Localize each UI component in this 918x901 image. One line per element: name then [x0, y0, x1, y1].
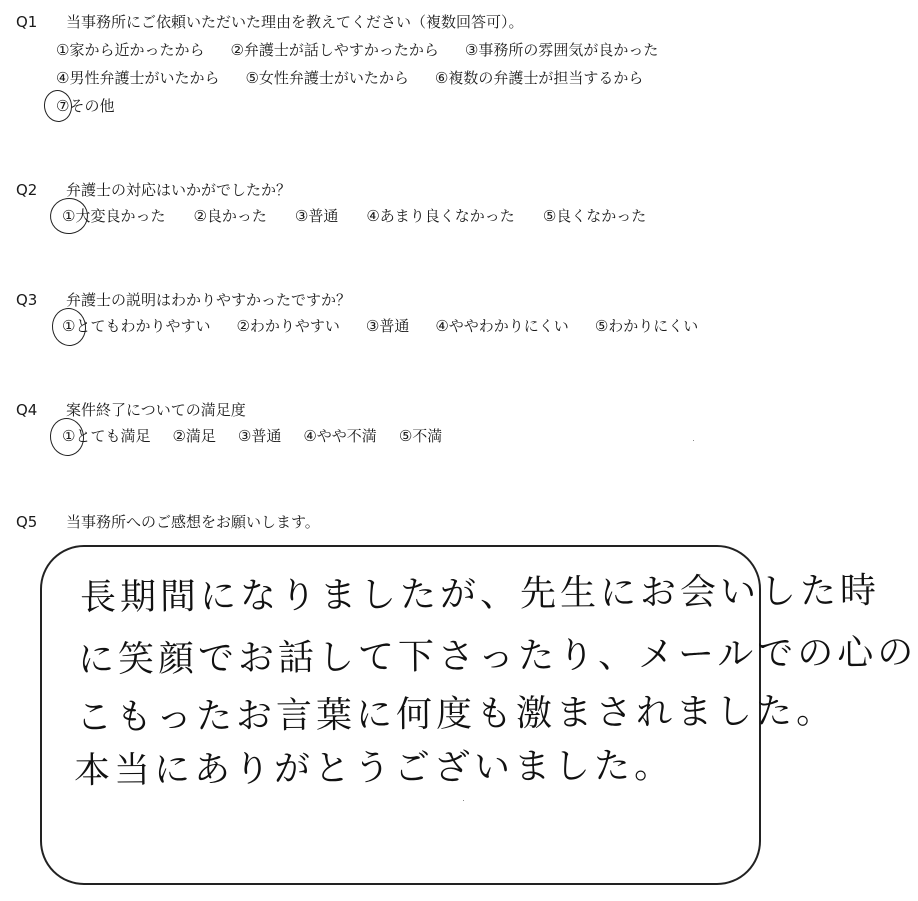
option-selected[interactable]: ①とてもわかりやすい	[62, 317, 211, 335]
handwritten-answer-line-3: こもったお言葉に何度も激まされました。	[75, 690, 837, 739]
option[interactable]: ③事務所の雰囲気が良かった	[464, 41, 659, 59]
question-number: Q5	[16, 513, 38, 531]
option[interactable]: ⑤不満	[398, 427, 443, 445]
option[interactable]: ②わかりやすい	[236, 317, 340, 335]
option[interactable]: ⑥複数の弁護士が担当するから	[434, 69, 644, 87]
q1-options-row-1	[56, 40, 678, 60]
option-selected[interactable]: ①大変良かった	[62, 207, 166, 225]
selection-circle-icon	[42, 88, 74, 124]
option[interactable]: ②弁護士が話しやすかったから	[230, 41, 439, 59]
option[interactable]: ③普通	[237, 427, 282, 445]
question-text: 当事務所へのご感想をお願いします。	[66, 513, 320, 531]
handwritten-answer-line-2: に笑顔でお話して下さったり、メールでの心の	[77, 632, 918, 681]
scan-speck	[693, 440, 694, 441]
question-text: 弁護士の対応はいかがでしたか？	[66, 181, 292, 199]
selection-circle-icon	[50, 306, 89, 348]
option[interactable]: ③普通	[365, 317, 410, 335]
option[interactable]: ②満足	[172, 427, 216, 445]
scan-speck	[463, 800, 464, 801]
selection-circle-icon	[48, 416, 87, 458]
option[interactable]: ⑤良くなかった	[542, 207, 647, 225]
question-text: 弁護士の説明はわかりやすかったですか？	[66, 291, 352, 309]
option[interactable]: ⑤わかりにくい	[594, 317, 699, 335]
option[interactable]: ①家から近かったから	[56, 41, 205, 59]
option[interactable]: ④あまり良くなかった	[366, 207, 515, 225]
option[interactable]: ④男性弁護士がいたから	[56, 69, 220, 87]
option[interactable]: ②良かった	[193, 207, 267, 225]
question-number: Q2	[16, 181, 38, 199]
handwritten-answer-line-4: 本当にありがとうございました。	[73, 745, 675, 792]
question-number: Q4	[16, 401, 38, 419]
question-number: Q3	[16, 291, 38, 309]
question-text: 当事務所にご依頼いただいた理由を教えてください（複数回答可）。	[66, 13, 524, 31]
question-number: Q1	[16, 13, 38, 31]
option[interactable]: ④やや不満	[303, 427, 377, 445]
option-selected[interactable]: ⑦その他	[56, 97, 115, 115]
handwritten-answer-line-1: 長期間になりましたが、先生にお会いした時	[79, 570, 881, 619]
option[interactable]: ⑤女性弁護士がいたから	[245, 69, 409, 87]
q2-options	[62, 206, 666, 226]
option[interactable]: ④ややわかりにくい	[435, 317, 569, 335]
q4-options	[62, 426, 462, 446]
selection-circle-icon	[48, 196, 91, 237]
question-text: 案件終了についての満足度	[66, 401, 246, 419]
q3-options	[62, 316, 718, 336]
q1-options-row-2	[56, 68, 663, 88]
option-selected[interactable]: ①とても満足	[62, 427, 151, 445]
option[interactable]: ③普通	[294, 207, 339, 225]
